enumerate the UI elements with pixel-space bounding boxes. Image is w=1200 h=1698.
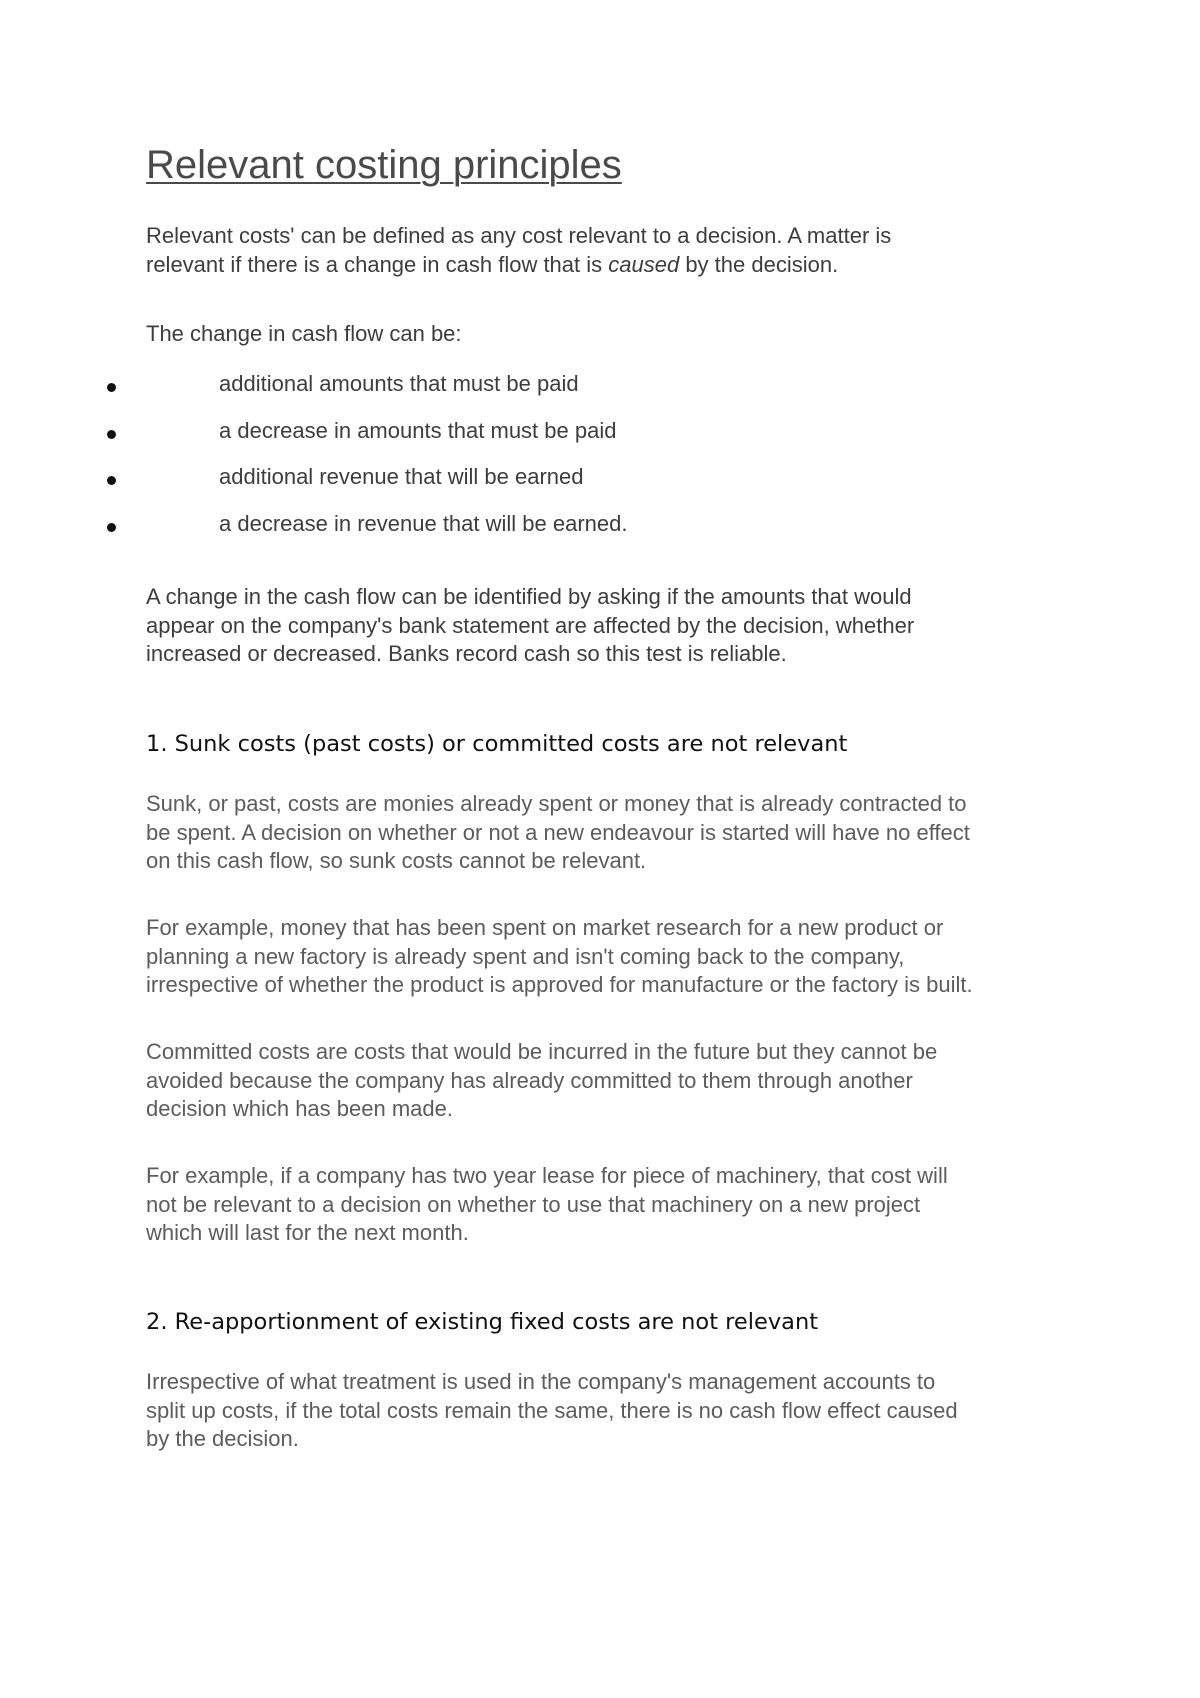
paragraph-line: planning a new factory is already spent and isn't coming back to the company, bbox=[146, 943, 905, 969]
bullet-text: additional amounts that must be paid bbox=[219, 371, 579, 396]
paragraph-line: Irrespective of what treatment is used in the company's management accounts to bbox=[146, 1369, 936, 1394]
emphasis-text: caused bbox=[608, 251, 680, 277]
section-1-heading: 1. Sunk costs (past costs) or committed costs are not relevant bbox=[146, 731, 848, 757]
intro-paragraph bbox=[146, 222, 891, 279]
reapportionment-paragraph bbox=[146, 1368, 958, 1454]
committed-costs-paragraph bbox=[146, 1038, 937, 1124]
list-item bbox=[0, 464, 1000, 511]
bullet-icon bbox=[107, 476, 116, 485]
paragraph-line: Committed costs are costs that would be incurred in the future but they cannot be bbox=[146, 1039, 938, 1064]
change-lead: The change in cash flow can be: bbox=[146, 321, 462, 346]
bullet-icon bbox=[107, 383, 116, 392]
paragraph-line: by the decision. bbox=[146, 1426, 299, 1451]
bullet-icon bbox=[107, 523, 116, 532]
bank-test-paragraph bbox=[146, 583, 914, 669]
list-item bbox=[0, 511, 1000, 558]
committed-example-paragraph bbox=[146, 1162, 948, 1248]
bullet-text: additional revenue that will be earned bbox=[219, 464, 584, 489]
bullet-text: a decrease in amounts that must be paid bbox=[219, 417, 617, 443]
paragraph-line: avoided because the company has already committed to them through another bbox=[146, 1067, 913, 1093]
intro-text: relevant if there is a change in cash flow that is bbox=[146, 251, 609, 277]
paragraph-line: be spent. A decision on whether or not a new endeavour is started will have no effect bbox=[146, 819, 970, 845]
paragraph-line: For example, money that has been spent on market research for a new product or bbox=[146, 915, 944, 940]
paragraph-line: which will last for the next month. bbox=[146, 1220, 469, 1245]
document-title: Relevant costing principles bbox=[146, 143, 622, 187]
paragraph-line: split up costs, if the total costs remain the same, there is no cash flow effect caused bbox=[146, 1397, 958, 1423]
paragraph-line: For example, if a company has two year lease for piece of machinery, that cost will bbox=[146, 1163, 948, 1188]
list-item bbox=[0, 418, 1000, 465]
paragraph-line: irrespective of whether the product is approved for manufacture or the factory is built. bbox=[146, 972, 973, 997]
bullet-icon bbox=[107, 430, 116, 439]
intro-text: by the decision. bbox=[679, 251, 839, 277]
list-item bbox=[0, 371, 1000, 418]
change-bullet-list bbox=[0, 371, 1000, 557]
intro-line bbox=[146, 251, 891, 280]
paragraph-line: not be relevant to a decision on whether to use that machinery on a new project bbox=[146, 1191, 921, 1217]
paragraph-line: Sunk, or past, costs are monies already spent or money that is already contracted to bbox=[146, 791, 967, 816]
paragraph-line: decision which has been made. bbox=[146, 1096, 453, 1121]
paragraph-line: appear on the company's bank statement are affected by the decision, whether bbox=[146, 612, 915, 638]
paragraph-line: on this cash flow, so sunk costs cannot be relevant. bbox=[146, 848, 647, 873]
sunk-costs-paragraph bbox=[146, 790, 970, 876]
intro-line: Relevant costs' can be defined as any cost relevant to a decision. A matter is bbox=[146, 223, 892, 248]
section-2-heading: 2. Re-apportionment of existing fixed costs are not relevant bbox=[146, 1309, 819, 1335]
bullet-text: a decrease in revenue that will be earned. bbox=[219, 510, 628, 536]
paragraph-line: increased or decreased. Banks record cash so this test is reliable. bbox=[146, 641, 787, 666]
sunk-example-paragraph bbox=[146, 914, 973, 1000]
paragraph-line: A change in the cash flow can be identified by asking if the amounts that would bbox=[146, 584, 912, 609]
